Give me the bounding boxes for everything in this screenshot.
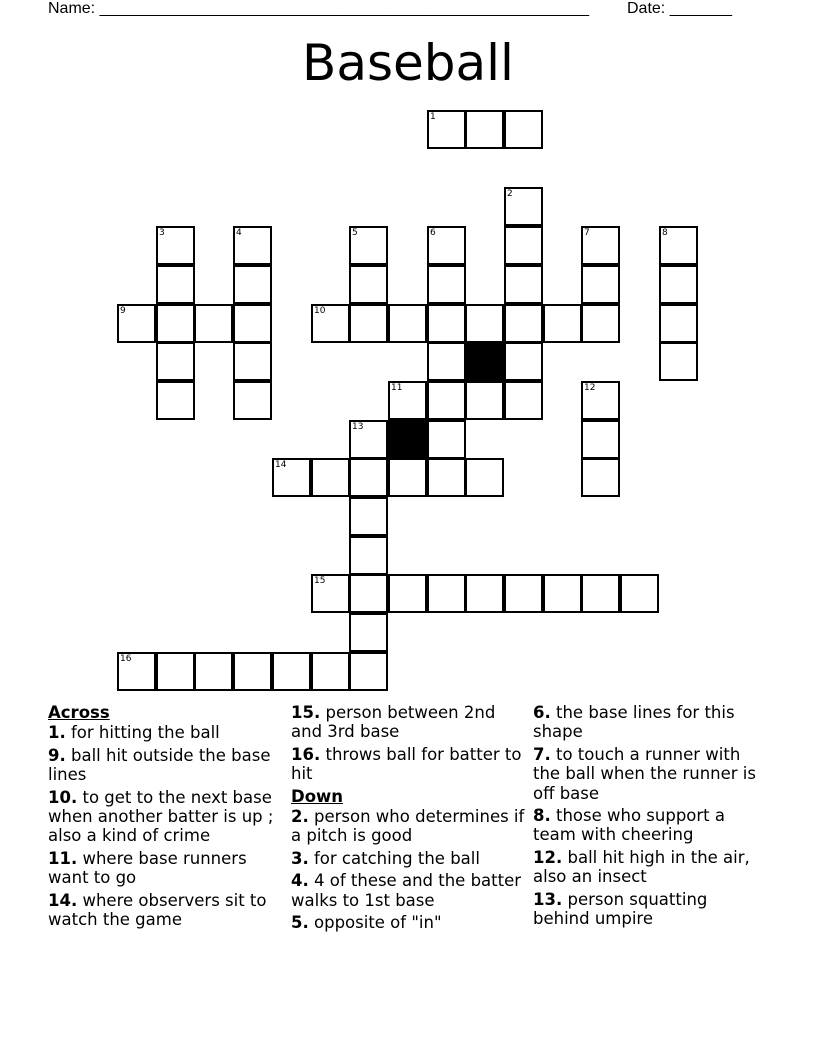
across-heading: Across — [48, 703, 110, 722]
grid-cell[interactable] — [427, 574, 466, 613]
clue-number: 11 — [391, 383, 403, 393]
clue-number: 11. — [48, 848, 78, 868]
clue-text: the base lines for this shape — [533, 703, 735, 742]
name-field: Name: _______________________________________________________ — [48, 0, 589, 17]
grid-cell[interactable] — [233, 304, 272, 343]
clue-item — [291, 703, 527, 742]
grid-cell[interactable] — [233, 652, 272, 691]
grid-cell[interactable] — [194, 652, 233, 691]
grid-cell[interactable] — [349, 226, 388, 265]
grid-cell[interactable] — [349, 613, 388, 652]
clue-number: 8 — [662, 228, 668, 238]
grid-cell[interactable] — [659, 342, 698, 381]
grid-cell[interactable] — [117, 304, 156, 343]
clue-number: 15 — [314, 576, 326, 586]
grid-cell[interactable] — [233, 342, 272, 381]
clues-column-3 — [533, 703, 769, 931]
grid-cell[interactable] — [504, 304, 543, 343]
clue-item — [533, 890, 769, 929]
clue-number: 9. — [48, 745, 66, 765]
grid-cell[interactable] — [311, 574, 350, 613]
grid-cell[interactable] — [427, 458, 466, 497]
grid-cell[interactable] — [427, 381, 466, 420]
clue-text: where base runners want to go — [48, 848, 247, 888]
clue-item — [533, 745, 769, 803]
clue-number: 5 — [352, 228, 358, 238]
clue-item — [48, 891, 284, 930]
clue-text: throws ball for batter to hit — [291, 744, 522, 784]
clue-item — [291, 849, 527, 868]
grid-cell[interactable] — [272, 652, 311, 691]
clue-number: 7. — [533, 744, 551, 764]
down-heading: Down — [291, 786, 344, 806]
clue-item — [533, 806, 769, 845]
clue-item — [291, 871, 527, 910]
grid-cell[interactable] — [117, 652, 156, 691]
grid-cell[interactable] — [427, 265, 466, 304]
clue-number: 8. — [533, 806, 551, 826]
grid-cell[interactable] — [427, 342, 466, 381]
clue-number: 1 — [430, 112, 436, 122]
clue-text: person between 2nd and 3rd base — [291, 703, 496, 742]
clue-item — [48, 746, 284, 785]
grid-cell[interactable] — [388, 304, 427, 343]
grid-cell[interactable] — [233, 226, 272, 265]
grid-cell[interactable] — [233, 265, 272, 304]
clue-number: 2 — [507, 189, 513, 199]
clue-number: 7 — [584, 228, 590, 238]
grid-cell[interactable] — [156, 381, 195, 420]
grid-cell[interactable] — [233, 381, 272, 420]
clue-item — [291, 913, 527, 932]
clue-text: person who determines if a pitch is good — [291, 807, 525, 846]
clue-item — [48, 849, 284, 888]
clue-number: 14. — [48, 890, 78, 910]
grid-cell[interactable] — [581, 574, 620, 613]
grid-cell[interactable] — [581, 381, 620, 420]
grid-cell[interactable] — [349, 304, 388, 343]
clue-text: ball hit outside the base lines — [48, 745, 271, 785]
clue-text: ball hit high in the air, also an insect — [533, 847, 750, 887]
clue-number: 14 — [275, 460, 287, 470]
grid-cell[interactable] — [659, 265, 698, 304]
grid-cell[interactable] — [427, 226, 466, 265]
clue-text: for catching the ball — [308, 848, 480, 868]
grid-cell[interactable] — [465, 304, 504, 343]
clue-number: 13 — [352, 422, 364, 432]
clue-text: 4 of these and the batter walks to 1st base — [291, 871, 522, 910]
clue-text: where observers sit to watch the game — [48, 890, 267, 930]
grid-cell[interactable] — [349, 420, 388, 459]
grid-cell[interactable] — [581, 420, 620, 459]
clue-text: person squatting behind umpire — [533, 889, 708, 929]
grid-cell[interactable] — [388, 458, 427, 497]
grid-cell[interactable] — [659, 226, 698, 265]
grid-cell[interactable] — [581, 458, 620, 497]
grid-cell[interactable] — [427, 110, 466, 149]
clue-text: those who support a team with cheering — [533, 806, 726, 845]
grid-cell[interactable] — [272, 458, 311, 497]
grid-cell[interactable] — [156, 265, 195, 304]
clue-number: 13. — [533, 889, 563, 909]
grid-cell[interactable] — [504, 342, 543, 381]
grid-cell[interactable] — [504, 226, 543, 265]
clue-item — [533, 848, 769, 887]
clue-number: 16 — [120, 654, 132, 664]
date-field: Date: _______ — [627, 0, 732, 17]
clue-item — [48, 788, 284, 846]
clue-number: 2. — [291, 807, 309, 827]
grid-cell[interactable] — [504, 110, 543, 149]
clue-number: 5. — [291, 913, 309, 933]
grid-cell[interactable] — [349, 458, 388, 497]
clue-text: for hitting the ball — [65, 723, 220, 743]
clues-column-2 — [291, 703, 527, 935]
grid-cell[interactable] — [465, 381, 504, 420]
grid-cell[interactable] — [156, 652, 195, 691]
clue-number: 4 — [236, 228, 242, 238]
black-square — [465, 342, 504, 381]
grid-cell[interactable] — [581, 304, 620, 343]
grid-cell[interactable] — [581, 226, 620, 265]
grid-cell[interactable] — [388, 381, 427, 420]
clue-number: 12 — [584, 383, 596, 393]
page-title: Baseball — [302, 34, 514, 92]
grid-cell[interactable] — [427, 420, 466, 459]
clues-column-1 — [48, 703, 284, 932]
grid-cell[interactable] — [194, 304, 233, 343]
grid-cell[interactable] — [504, 574, 543, 613]
grid-cell[interactable] — [504, 187, 543, 226]
grid-cell[interactable] — [311, 458, 350, 497]
clue-number: 6 — [430, 228, 436, 238]
grid-cell[interactable] — [465, 574, 504, 613]
grid-cell[interactable] — [388, 574, 427, 613]
clue-text: opposite of "in" — [308, 913, 442, 933]
clue-text: to get to the next base when another batter is up ; also a kind of crime — [48, 787, 274, 846]
clue-number: 9 — [120, 306, 126, 316]
clue-item — [291, 807, 527, 846]
clue-number: 3 — [159, 228, 165, 238]
grid-cell[interactable] — [156, 226, 195, 265]
grid-cell[interactable] — [581, 265, 620, 304]
grid-cell[interactable] — [156, 342, 195, 381]
clue-number: 3. — [291, 848, 309, 868]
grid-cell[interactable] — [156, 304, 195, 343]
grid-cell[interactable] — [504, 265, 543, 304]
clue-number: 6. — [533, 703, 551, 722]
clue-item — [291, 745, 527, 784]
grid-cell[interactable] — [311, 652, 350, 691]
clue-number: 12. — [533, 847, 563, 867]
grid-cell[interactable] — [504, 381, 543, 420]
grid-cell[interactable] — [620, 574, 659, 613]
grid-cell[interactable] — [349, 652, 388, 691]
grid-cell[interactable] — [543, 574, 582, 613]
grid-cell[interactable] — [427, 304, 466, 343]
grid-cell[interactable] — [349, 536, 388, 575]
grid-cell[interactable] — [349, 265, 388, 304]
grid-cell[interactable] — [349, 574, 388, 613]
grid-cell[interactable] — [465, 110, 504, 149]
clue-number: 4. — [291, 871, 309, 891]
clue-number: 10. — [48, 787, 78, 807]
clue-text: to touch a runner with the ball when the runner is off base — [533, 744, 756, 803]
grid-cell[interactable] — [349, 497, 388, 536]
clue-number: 1. — [48, 723, 66, 743]
clue-number: 16. — [291, 744, 321, 764]
grid-cell[interactable] — [311, 304, 350, 343]
black-square — [388, 420, 427, 459]
clue-item — [48, 723, 284, 742]
grid-cell[interactable] — [465, 458, 504, 497]
grid-cell[interactable] — [543, 304, 582, 343]
clue-number: 10 — [314, 306, 326, 316]
clue-item — [533, 703, 769, 742]
grid-cell[interactable] — [659, 304, 698, 343]
clue-number: 15. — [291, 703, 321, 722]
